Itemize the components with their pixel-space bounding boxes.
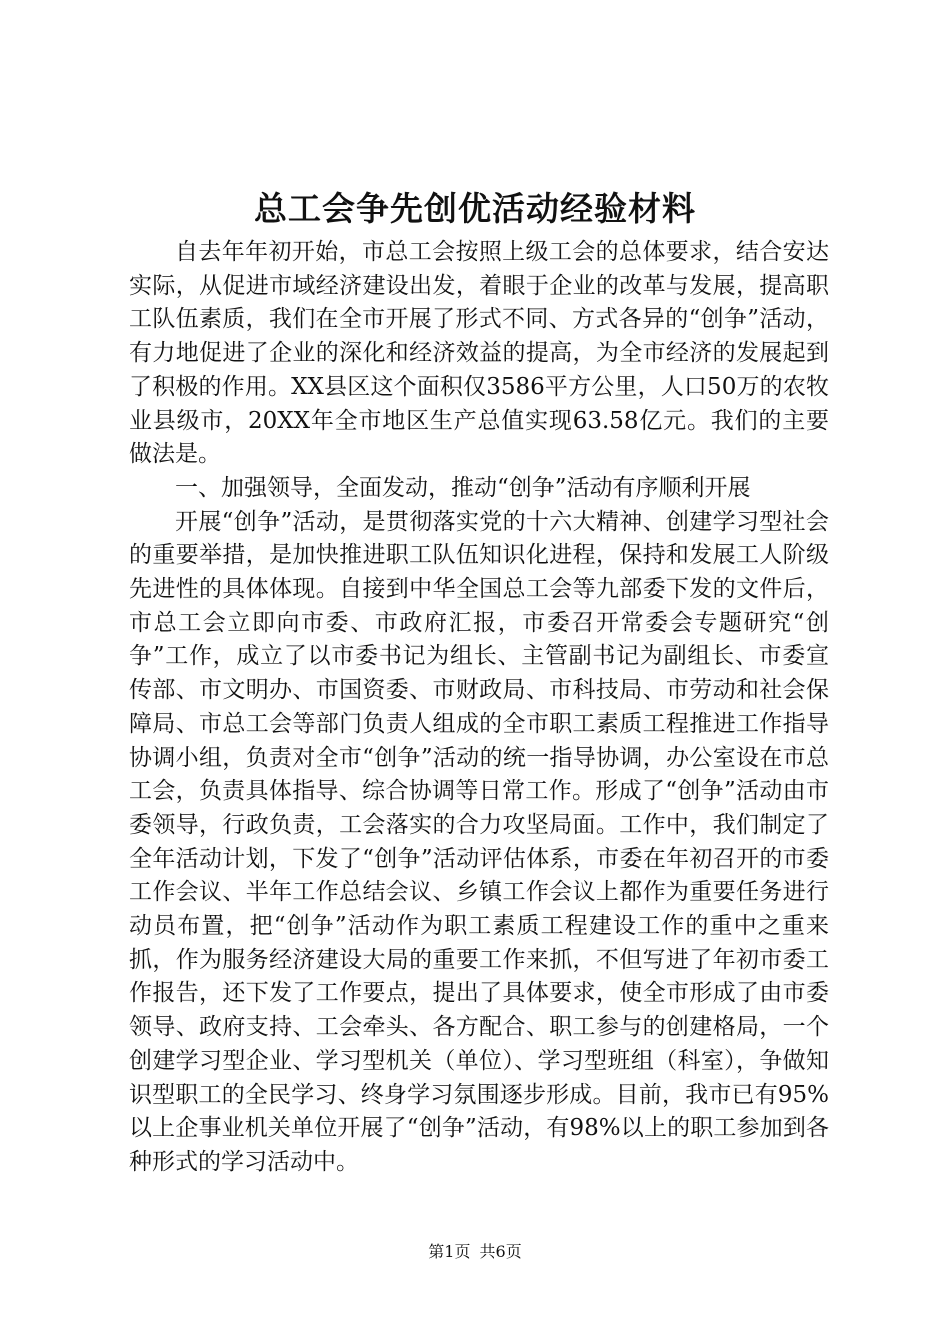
document-body bbox=[129, 236, 829, 1180]
paragraph-intro: 自去年年初开始，市总工会按照上级工会的总体要求，结合安达实际，从促进市域经济建设出发，着眼于企业的改革与发展，提高职工队伍素质，我们在全市开展了形式不同、方式各异的“创争”活动，有力地促进了企业的深化和经济效益的提高，为全市经济的发展起到了积极的作用。XX县区这个面积仅3586平方公里，人口50万的农牧业县级市，20XX年全市地区生产总值实现63.58亿元。我们的主要做法是。 bbox=[129, 239, 829, 468]
section-heading-1: 一、加强领导，全面发动，推动“创争”活动有序顺利开展 bbox=[175, 474, 751, 501]
page-footer bbox=[0, 1241, 950, 1263]
paragraph-section-1: 开展“创争”活动，是贯彻落实党的十六大精神、创建学习型社会的重要举措，是加快推进职工队伍知识化进程，保持和发展工人阶级先进性的具体体现。自接到中华全国总工会等九部委下发的文件后，市总工会立即向市委、市政府汇报，市委召开常委会专题研究“创争”工作，成立了以市委书记为组长、主管副书记为副组长、市委宣传部、市文明办、市国资委、市财政局、市科技局、市劳动和社会保障局、市总工会等部门负责人组成的全市职工素质工程推进工作指导协调小组，负责对全市“创争”活动的统一指导协调，办公室设在市总工会，负责具体指导、综合协调等日常工作。形成了“创争”活动由市委领导，行政负责，工会落实的合力攻坚局面。工作中，我们制定了全年活动计划，下发了“创争”活动评估体系，市委在年初召开的市委工作会议、半年工作总结会议、乡镇工作会议上都作为重要任务进行动员布置，把“创争”活动作为职工素质工程建设工作的重中之重来抓，作为服务经济建设大局的重要工作来抓，不但写进了年初市委工作报告，还下发了工作要点，提出了具体要求，使全市形成了由市委领导、政府支持、工会牵头、各方配合、职工参与的创建格局，一个创建学习型企业、学习型机关（单位）、学习型班组（科室），争做知识型职工的全民学习、终身学习氛围逐步形成。目前，我市已有95%以上企事业机关单位开展了“创争”活动，有98%以上的职工参加到各种形式的学习活动中。 bbox=[129, 508, 829, 1175]
page-total: 共6页 bbox=[479, 1242, 522, 1261]
document-title: 总工会争先创优活动经验材料 bbox=[254, 189, 696, 228]
page-number: 第1页 bbox=[428, 1242, 471, 1261]
